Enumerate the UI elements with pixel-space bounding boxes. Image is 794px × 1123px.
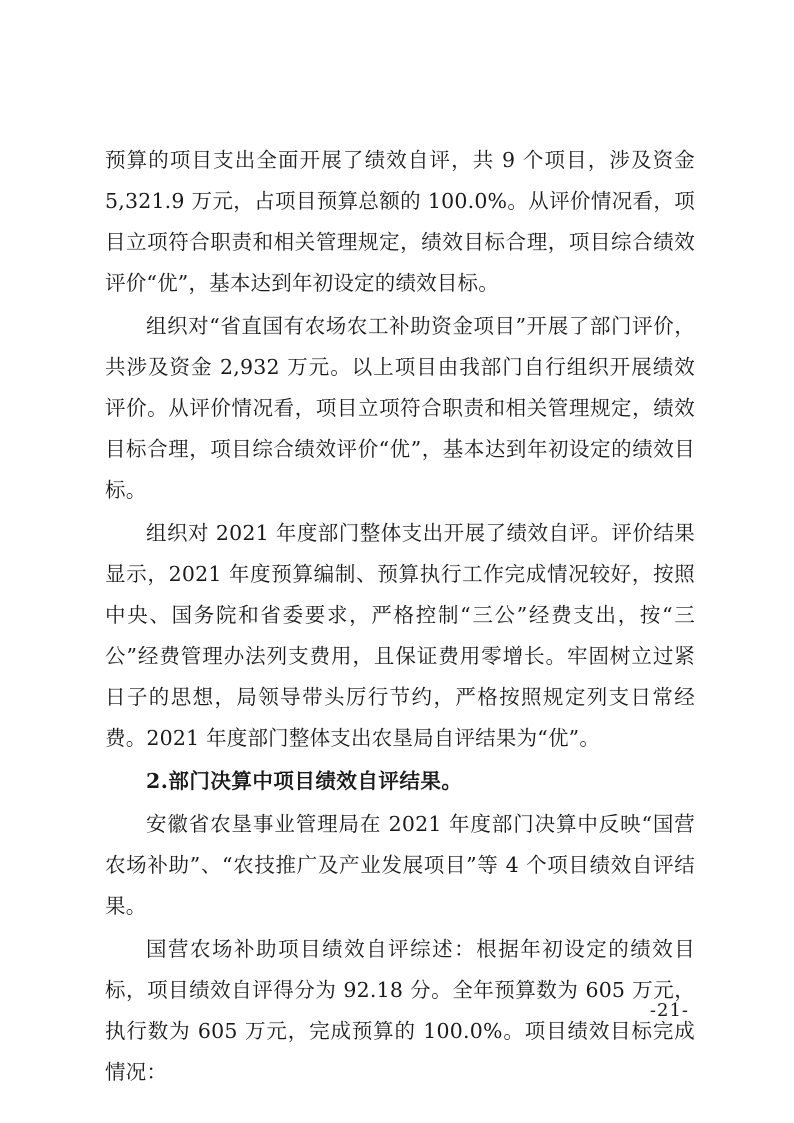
paragraph-3: 组织对 2021 年度部门整体支出开展了绩效自评。评价结果显示，2021 年度预算编制、预算执行工作完成情况较好，按照中央、国务院和省委要求，严格控制“三公”经费支出，按“三公”经费管理办法列支费用，且保证费用零增长。牢固树立过紧日子的思想，局领导带头厉行节约，严格按照规定列支日常经费。2021 年度部门整体支出农垦局自评结果为“优”。 — [105, 521, 695, 750]
page-number: -21- — [649, 1000, 689, 1021]
paragraph-5: 安徽省农垦事业管理局在 2021 年度部门决算中反映“国营农场补助”、“农技推广及产业发展项目”等 4 个项目绩效自评结果。 — [105, 812, 695, 918]
paragraph-6: 国营农场补助项目绩效自评综述：根据年初设定的绩效目标，项目绩效自评得分为 92.18 分。全年预算数为 605 万元，执行数为 605 万元，完成预算的 100.0%。项目绩效目标完成情况： — [105, 937, 695, 1084]
section-heading-2: 2.部门决算中项目绩效自评结果。 — [146, 769, 463, 793]
document-body — [105, 140, 695, 1093]
paragraph-1: 预算的项目支出全面开展了绩效自评，共 9 个项目，涉及资金 5,321.9 万元，占项目预算总额的 100.0%。从评价情况看，项目立项符合职责和相关管理规定，绩效目标合理，项目综合绩效评价“优”，基本达到年初设定的绩效目标。 — [105, 148, 695, 295]
paragraph-2: 组织对“省直国有农场农工补助资金项目”开展了部门评价，共涉及资金 2,932 万元。以上项目由我部门自行组织开展绩效评价。从评价情况看，项目立项符合职责和相关管理规定，绩效目标合理，项目综合绩效评价“优”，基本达到年初设定的绩效目标。 — [105, 314, 695, 502]
